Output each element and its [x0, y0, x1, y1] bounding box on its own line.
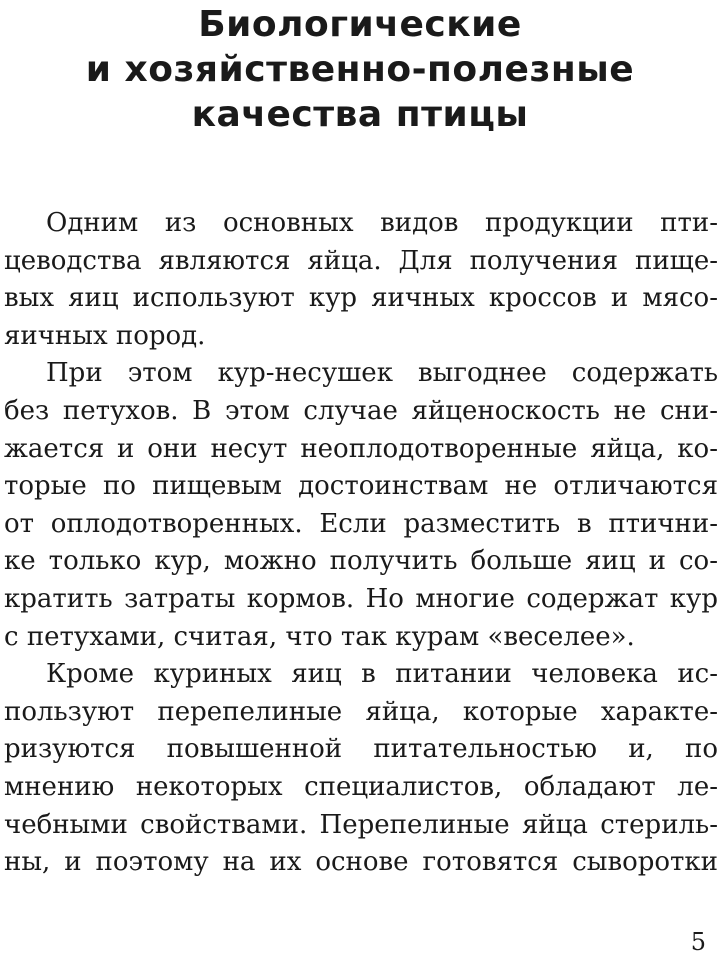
paragraph-line: чебными свойствами. Перепелиные яйца стериль-: [4, 809, 718, 840]
paragraph-line: ны, и поэтому на их основе готовятся сыворотки: [4, 847, 718, 878]
paragraph-line: При этом кур-несушек выгоднее содержать: [46, 358, 718, 389]
paragraph-line: торые по пищевым достоинствам не отличаются: [4, 471, 718, 502]
paragraph-line: пользуют перепелиные яйца, которые характе-: [4, 696, 718, 727]
chapter-title-line: Биологические: [198, 4, 522, 45]
paragraph-line: мнению некоторых специалистов, обладают ле-: [4, 771, 718, 802]
paragraph-line: с петухами, считая, что так курам «веселее».: [4, 621, 635, 652]
page-number: 5: [690, 928, 706, 956]
paragraph-line: от оплодотворенных. Если разместить в птични-: [4, 508, 718, 539]
body-text: [4, 205, 718, 882]
paragraph-line: Кроме куриных яиц в питании человека ис-: [46, 659, 718, 690]
paragraph-line: ке только кур, можно получить больше яиц и со-: [4, 546, 718, 577]
paragraph-line: вых яиц используют кур яичных кроссов и мясо-: [4, 283, 718, 314]
paragraph-line: без петухов. В этом случае яйценоскость не сни-: [4, 395, 718, 426]
chapter-title-line: и хозяйственно-полезные: [85, 49, 635, 90]
chapter-title-line: качества птицы: [191, 94, 529, 135]
paragraph-line: цеводства являются яйца. Для получения пище-: [4, 245, 718, 276]
paragraph-line: Одним из основных видов продукции пти-: [46, 208, 718, 238]
paragraph-line: жается и они несут неоплодотворенные яйца, ко-: [4, 433, 718, 464]
paragraph-line: ризуются повышенной питательностью и, по: [4, 734, 718, 765]
paragraph-line: кратить затраты кормов. Но многие содержат кур: [4, 583, 718, 614]
chapter-title: [0, 2, 720, 137]
paragraph-line: яичных пород.: [4, 320, 206, 351]
